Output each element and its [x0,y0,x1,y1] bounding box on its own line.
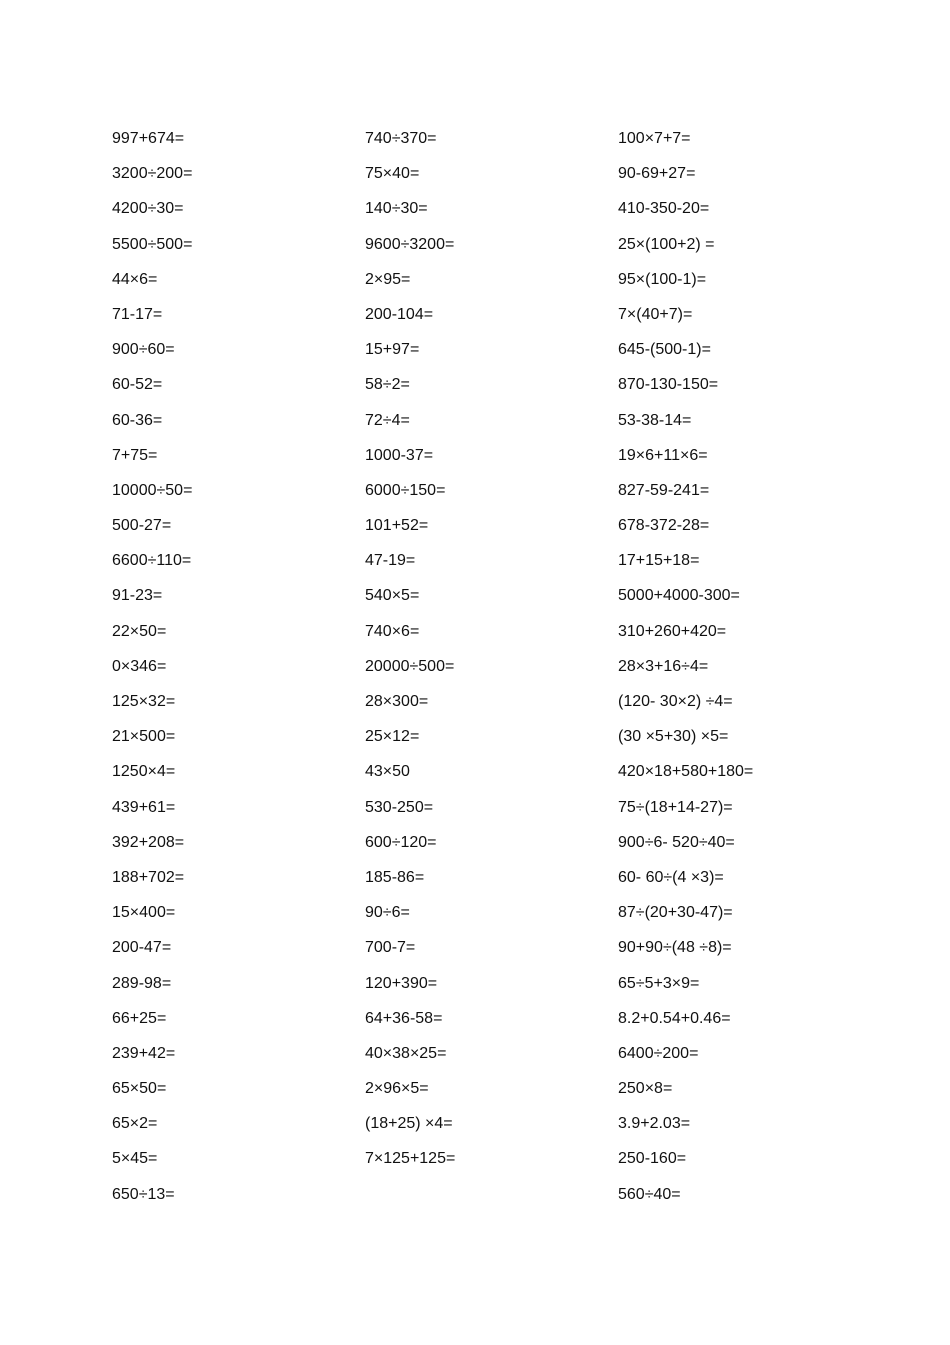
math-problem: 65×50= [112,1080,167,1098]
math-problem: 90÷6= [365,904,410,922]
math-problem: 645-(500-1)= [618,341,711,359]
math-problem: 250-160= [618,1150,687,1168]
math-problem: 650÷13= [112,1185,175,1203]
problem-column-1 [112,126,192,1217]
math-problem: 392+208= [112,833,185,851]
math-problem: 101+52= [365,517,429,535]
math-problem: 60-52= [112,376,163,394]
math-problem: 47-19= [365,552,416,570]
math-problem: 420×18+580+180= [618,763,754,781]
math-problem: 185-86= [365,868,425,886]
math-problem: 90+90÷(48 ÷8)= [618,939,732,957]
math-problem: 310+260+420= [618,622,727,640]
math-problem: 21×500= [112,728,176,746]
math-problem: 6600÷110= [112,552,192,570]
math-problem: 72÷4= [365,411,410,429]
math-problem: 91-23= [112,587,163,605]
math-problem: 870-130-150= [618,376,719,394]
math-problem: 65÷5+3×9= [618,974,700,992]
math-problem: (120- 30×2) ÷4= [618,693,733,710]
math-problem: 500-27= [112,517,172,535]
math-problem: 6000÷150= [365,481,446,499]
math-problem: 740÷370= [365,130,437,147]
math-problem: 188+702= [112,868,185,886]
math-problem: 250×8= [618,1080,673,1098]
math-problem: 1000-37= [365,446,434,464]
math-problem: 289-98= [112,974,172,992]
math-problem: 95×(100-1)= [618,270,707,288]
math-problem: 700-7= [365,939,416,957]
math-problem: 3.9+2.03= [618,1115,691,1133]
math-problem: 560÷40= [618,1185,681,1203]
math-problem: 7×(40+7)= [618,305,693,323]
math-problem: 22×50= [112,622,167,640]
math-problem: 15+97= [365,341,420,359]
math-problem: 7×125+125= [365,1150,456,1168]
math-problem: 75÷(18+14-27)= [618,798,733,816]
math-problem: 2×96×5= [365,1080,429,1098]
math-problem: 678-372-28= [618,517,710,535]
math-problem: 25×12= [365,728,420,746]
math-problem: 5×45= [112,1150,158,1168]
math-problem: 17+15+18= [618,552,700,570]
math-problem: 900÷60= [112,341,175,359]
math-problem: 19×6+11×6= [618,446,708,464]
math-problem: 0×346= [112,657,167,675]
math-problem: 44×6= [112,270,158,288]
math-problem: 40×38×25= [365,1044,447,1062]
math-problem: 100×7+7= [618,130,691,147]
math-problem: 60-36= [112,411,163,429]
math-problem: 6400÷200= [618,1044,699,1062]
math-problem: 64+36-58= [365,1009,443,1027]
math-problem: 540×5= [365,587,420,605]
math-problem: 25×(100+2) = [618,235,715,253]
math-problem: 2×95= [365,270,411,288]
math-problem: 740×6= [365,622,420,640]
math-problem: 53-38-14= [618,411,692,429]
math-problem: 239+42= [112,1044,176,1062]
math-problem: 5500÷500= [112,235,193,253]
math-problem: 900÷6- 520÷40= [618,833,735,851]
math-problem: 5000+4000-300= [618,587,740,605]
problem-column-3 [618,126,753,1217]
math-problem: 87÷(20+30-47)= [618,904,733,922]
math-problem: 75×40= [365,165,420,183]
math-problem: 90-69+27= [618,165,696,183]
math-problem: 410-350-20= [618,200,710,218]
math-problem: 43×50 [365,763,410,781]
math-problem: 28×300= [365,693,429,710]
math-problem: 1250×4= [112,763,176,781]
math-problem: 200-104= [365,305,434,323]
math-problem: 7+75= [112,446,158,464]
math-problem: 997+674= [112,130,185,147]
math-problem: 3200÷200= [112,165,193,183]
math-problem: 9600÷3200= [365,235,455,253]
math-problem: 60- 60÷(4 ×3)= [618,868,724,886]
math-problem: 200-47= [112,939,172,957]
math-problem: 8.2+0.54+0.46= [618,1009,731,1027]
math-problem: 15×400= [112,904,176,922]
math-problem: 65×2= [112,1115,158,1133]
math-problem: 120+390= [365,974,438,992]
math-problem: 58÷2= [365,376,410,394]
math-problem: 4200÷30= [112,200,184,218]
math-problem: 10000÷50= [112,481,193,499]
math-problem: 439+61= [112,798,176,816]
problem-column-2 [365,126,455,1182]
math-problem: (30 ×5+30) ×5= [618,728,729,746]
math-problem: 28×3+16÷4= [618,657,709,675]
math-problem: 20000÷500= [365,657,455,675]
math-problem: (18+25) ×4= [365,1115,453,1133]
math-problem: 827-59-241= [618,481,710,499]
math-problem: 140÷30= [365,200,428,218]
math-problem: 66+25= [112,1009,167,1027]
math-problem: 125×32= [112,693,176,710]
math-problem: 71-17= [112,305,163,323]
math-problem: 600÷120= [365,833,437,851]
math-problem: 530-250= [365,798,434,816]
